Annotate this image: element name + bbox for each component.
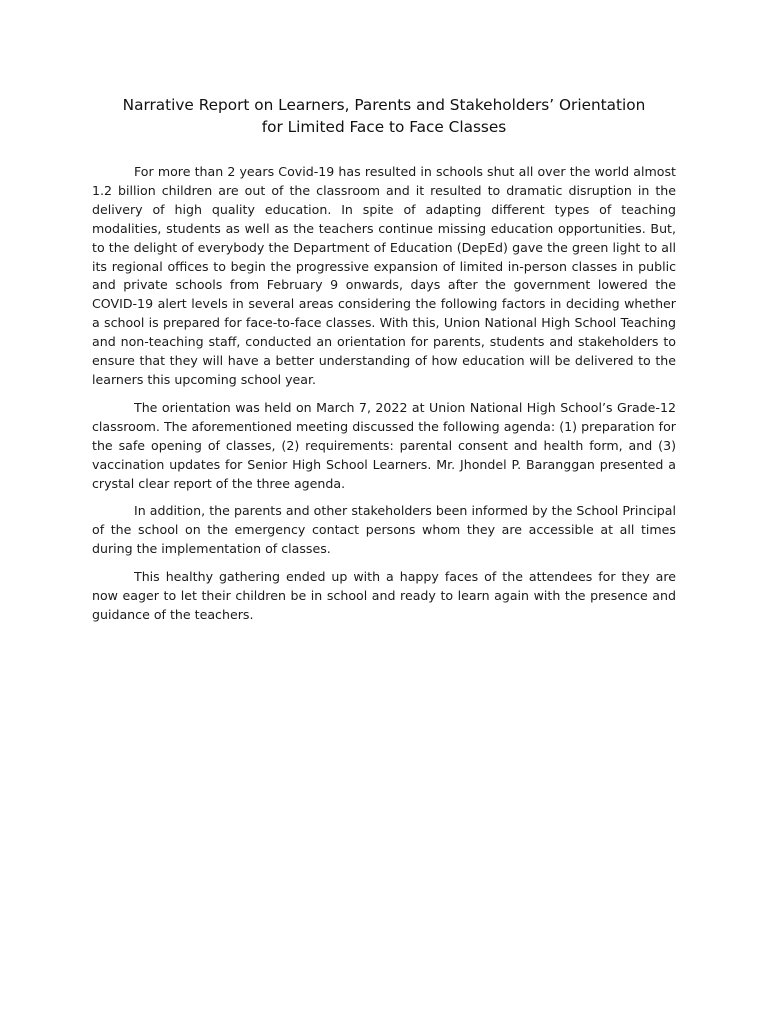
document-body <box>92 163 676 634</box>
document-title <box>92 94 676 138</box>
paragraph-2: The orientation was held on March 7, 2022 at Union National High School’s Grade-12 classroom. The aforementioned meeting discussed the following agenda: (1) preparation for the safe opening of classes, (2) requirements: parental consent and health form, and (3) vaccination updates for Senior High School Learners. Mr. Jhondel P. Baranggan presented a crystal clear report of the three agenda. <box>92 399 676 491</box>
paragraph-4: This healthy gathering ended up with a happy faces of the attendees for they are now eager to let their children be in school and ready to learn again with the presence and guidance of the teachers. <box>92 569 676 622</box>
document-title-line-2: for Limited Face to Face Classes <box>261 118 507 136</box>
paragraph-3: In addition, the parents and other stakeholders been informed by the School Principal of the school on the emergency contact persons whom they are accessible at all times during the implementation of classes. <box>92 503 676 557</box>
document-title-line-1: Narrative Report on Learners, Parents and Stakeholders’ Orientation <box>122 96 646 114</box>
paragraph-1: For more than 2 years Covid-19 has resulted in schools shut all over the world almost 1.2 billion children are out of the classroom and it resulted to dramatic disruption in the delivery of high quality education. In spite of adapting different types of teaching modalities, students as well as the teachers continue missing education opportunities. But, to the delight of everybody the Department of Education (DepEd) gave the green light to all its regional offices to begin the progressive expansion of limited in-person classes in public and private schools from February 9 onwards, days after the government lowered the COVID-19 alert levels in several areas considering the following factors in deciding whether a school is prepared for face-to-face classes. With this, Union National High School Teaching and non-teaching staff, conducted an orientation for parents, students and stakeholders to ensure that they will have a better understanding of how education will be delivered to the learners this upcoming school year. <box>92 164 676 387</box>
